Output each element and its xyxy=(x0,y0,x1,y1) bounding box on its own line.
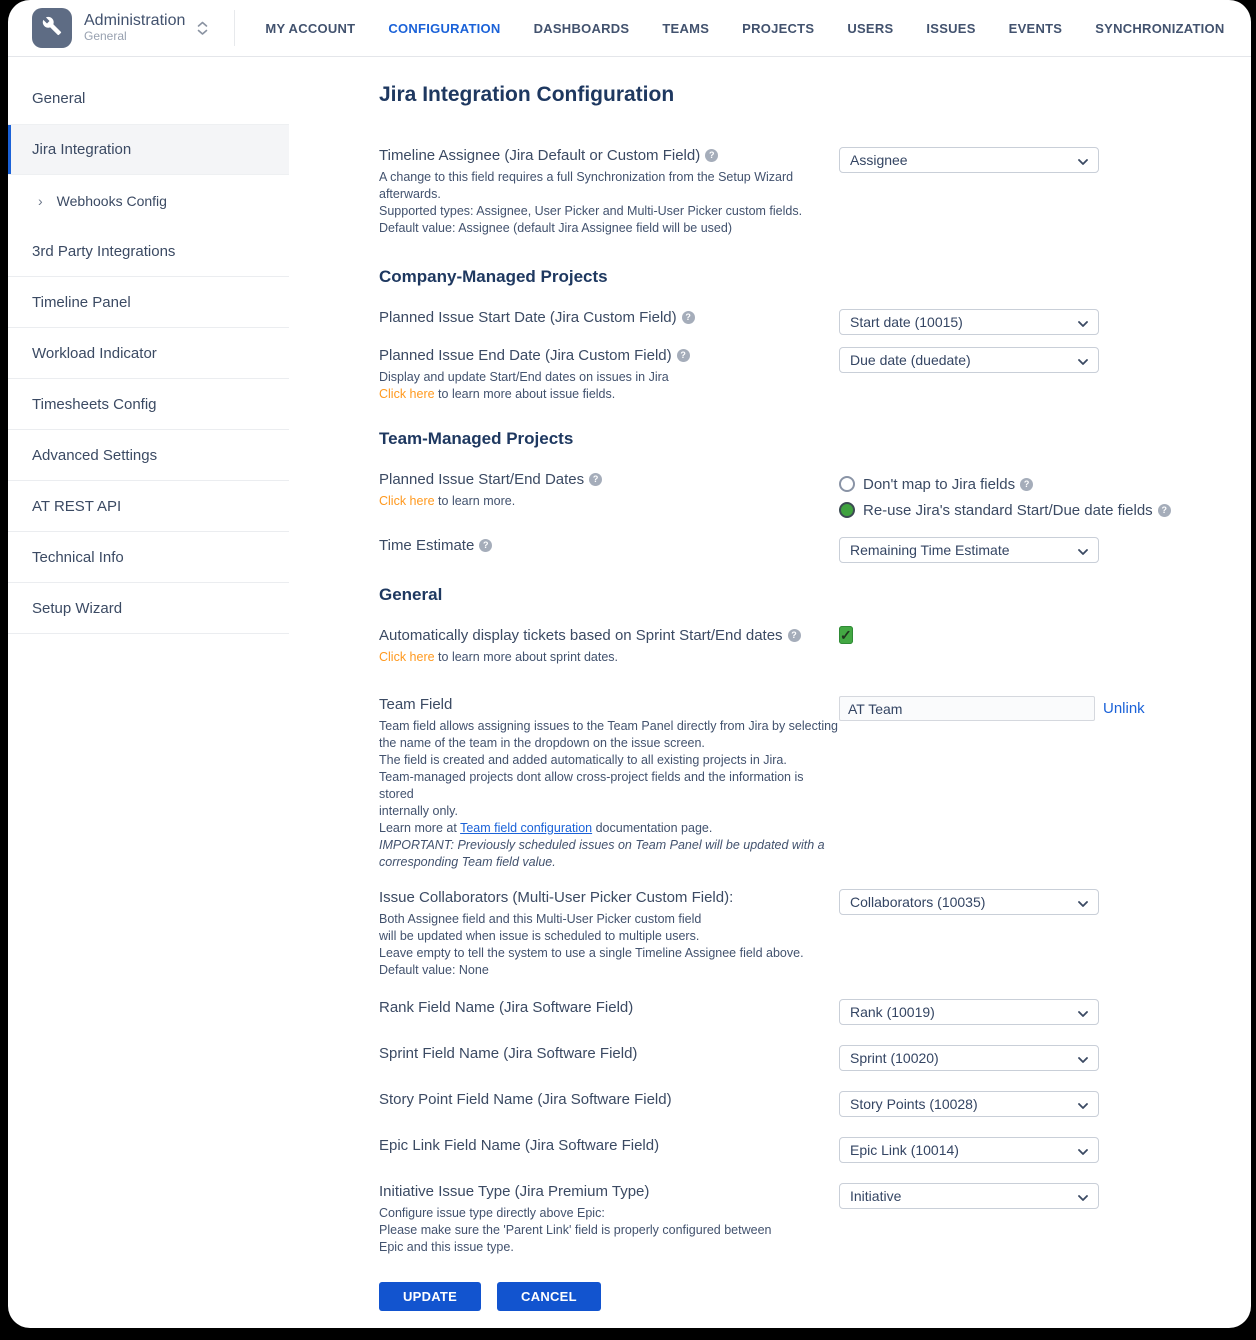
initiative-select[interactable]: Initiative xyxy=(839,1183,1099,1209)
field-team-field xyxy=(379,696,1169,871)
section-general: General xyxy=(379,585,443,604)
timeline-assignee-desc-3: Default value: Assignee (default Jira Assignee field will be used) xyxy=(379,221,732,235)
nav-issues[interactable]: ISSUES xyxy=(926,20,976,36)
planned-start-label: Planned Issue Start Date (Jira Custom Field) xyxy=(379,309,677,326)
time-estimate-select[interactable]: Remaining Time Estimate xyxy=(839,537,1099,563)
team-field-desc-3: The field is created and added automatically to all existing projects in Jira. xyxy=(379,753,787,767)
field-time-estimate xyxy=(379,537,1169,563)
main-menu xyxy=(265,21,1224,36)
team-field-desc-2: the name of the team in the dropdown on the issue screen. xyxy=(379,736,705,750)
epic-link-label: Epic Link Field Name (Jira Software Field) xyxy=(379,1137,660,1154)
field-timeline-assignee xyxy=(379,147,1169,237)
nav-users[interactable]: USERS xyxy=(847,20,894,36)
field-sprint xyxy=(379,1045,1169,1071)
wrench-icon xyxy=(42,16,62,41)
nav-synchronization[interactable]: SYNCHRONIZATION xyxy=(1095,20,1225,36)
field-planned-start xyxy=(379,309,1169,335)
radio-selected-icon[interactable] xyxy=(839,502,855,518)
team-field-learn-prefix: Learn more at xyxy=(379,821,461,835)
team-field-label: Team Field xyxy=(379,696,453,713)
story-point-select[interactable]: Story Points (10028) xyxy=(839,1091,1099,1117)
main-content xyxy=(289,57,1169,1311)
epic-link-select[interactable]: Epic Link (10014) xyxy=(839,1137,1099,1163)
chevron-down-icon xyxy=(1078,1096,1088,1112)
sidebar-item-advanced-settings[interactable]: Advanced Settings xyxy=(8,430,289,481)
nav-configuration[interactable]: CONFIGURATION xyxy=(388,20,501,36)
collaborators-label: Issue Collaborators (Multi-User Picker Custom Field): xyxy=(379,889,734,906)
sprint-label: Sprint Field Name (Jira Software Field) xyxy=(379,1045,638,1062)
help-icon[interactable]: ? xyxy=(1158,504,1171,517)
chevron-down-icon xyxy=(1078,352,1088,368)
timeline-assignee-label: Timeline Assignee (Jira Default or Custom Field) xyxy=(379,147,701,164)
team-field-input[interactable]: AT Team xyxy=(839,696,1095,721)
timeline-assignee-select[interactable]: Assignee xyxy=(839,147,1099,173)
sidebar-item-general[interactable]: General xyxy=(32,90,86,107)
sidebar-item-webhooks-config[interactable]: › Webhooks Config xyxy=(38,192,167,209)
sidebar-item-timeline-panel[interactable]: Timeline Panel xyxy=(8,277,289,328)
rank-select[interactable]: Rank (10019) xyxy=(839,999,1099,1025)
help-icon[interactable]: ? xyxy=(682,311,695,324)
field-sprint-auto-display xyxy=(379,627,1169,666)
planned-end-link-suffix: to learn more about issue fields. xyxy=(434,387,616,401)
initiative-label: Initiative Issue Type (Jira Premium Type) xyxy=(379,1183,650,1200)
app-title: Administration xyxy=(84,11,186,29)
team-field-desc-4: Team-managed projects dont allow cross-project fields and the information is stored xyxy=(379,770,804,801)
collaborators-desc-2: will be updated when issue is scheduled to multiple users. xyxy=(379,929,700,943)
initiative-desc-3: Epic and this issue type. xyxy=(379,1240,514,1254)
chevron-right-icon: › xyxy=(38,192,43,209)
radio-dont-map[interactable]: Don't map to Jira fields ? xyxy=(839,471,1179,497)
chevron-down-icon xyxy=(1078,152,1088,168)
help-icon[interactable]: ? xyxy=(589,473,602,486)
field-planned-dates-team-managed xyxy=(379,471,1169,523)
chevron-down-icon xyxy=(1078,894,1088,910)
team-field-configuration-link[interactable]: Team field configuration xyxy=(460,821,593,835)
rank-label: Rank Field Name (Jira Software Field) xyxy=(379,999,634,1016)
team-field-desc-5: internally only. xyxy=(379,804,458,818)
planned-end-label: Planned Issue End Date (Jira Custom Field) xyxy=(379,347,672,364)
story-point-label: Story Point Field Name (Jira Software Field) xyxy=(379,1091,672,1108)
team-field-important-1: IMPORTANT: Previously scheduled issues on Team Panel will be updated with a xyxy=(379,838,825,852)
help-icon[interactable]: ? xyxy=(705,149,718,162)
sprint-auto-link-suffix: to learn more about sprint dates. xyxy=(434,650,619,664)
planned-end-desc: Display and update Start/End dates on issues in Jira xyxy=(379,370,669,384)
time-estimate-label: Time Estimate xyxy=(379,537,475,554)
nav-projects[interactable]: PROJECTS xyxy=(742,20,815,36)
radio-reuse-jira-fields[interactable]: Re-use Jira's standard Start/Due date fields ? xyxy=(839,497,1179,523)
field-epic-link xyxy=(379,1137,1169,1163)
collaborators-desc-4: Default value: None xyxy=(379,963,489,977)
field-initiative xyxy=(379,1183,1169,1256)
sidebar-item-timesheets-config[interactable]: Timesheets Config xyxy=(8,379,289,430)
sprint-auto-label: Automatically display tickets based on Sprint Start/End dates xyxy=(379,627,783,644)
planned-start-select[interactable]: Start date (10015) xyxy=(839,309,1099,335)
app-window xyxy=(8,0,1251,1328)
help-icon[interactable]: ? xyxy=(479,539,492,552)
timeline-assignee-desc-1: A change to this field requires a full Synchronization from the Setup Wizard afterwards. xyxy=(379,170,794,201)
sidebar-item-setup-wizard[interactable]: Setup Wizard xyxy=(8,583,289,634)
field-issue-collaborators xyxy=(379,889,1169,979)
field-rank xyxy=(379,999,1169,1025)
nav-events[interactable]: EVENTS xyxy=(1008,20,1063,36)
timeline-assignee-desc-2: Supported types: Assignee, User Picker and Multi-User Picker custom fields. xyxy=(379,204,803,218)
collaborators-desc-3: Leave empty to tell the system to use a single Timeline Assignee field above. xyxy=(379,946,804,960)
app-switcher-chevrons[interactable] xyxy=(197,21,208,36)
radio-unselected-icon[interactable] xyxy=(839,476,855,492)
field-planned-end xyxy=(379,347,1169,403)
nav-my-account[interactable]: MY ACCOUNT xyxy=(265,20,356,36)
initiative-desc-1: Configure issue type directly above Epic: xyxy=(379,1206,605,1220)
form-actions xyxy=(379,1282,1169,1311)
chevron-down-icon xyxy=(1078,542,1088,558)
collaborators-select[interactable]: Collaborators (10035) xyxy=(839,889,1099,915)
sprint-select[interactable]: Sprint (10020) xyxy=(839,1045,1099,1071)
sidebar-item-technical-info[interactable]: Technical Info xyxy=(8,532,289,583)
administration-logo xyxy=(32,8,72,48)
chevron-down-icon xyxy=(1078,1142,1088,1158)
help-icon[interactable]: ? xyxy=(1020,478,1033,491)
help-icon[interactable]: ? xyxy=(788,629,801,642)
initiative-desc-2: Please make sure the 'Parent Link' field is properly configured between xyxy=(379,1223,772,1237)
chevron-down-icon xyxy=(1078,1050,1088,1066)
nav-divider xyxy=(234,10,235,46)
click-here-link[interactable]: Click here xyxy=(379,650,435,664)
sidebar-item-jira-integration[interactable]: Jira Integration xyxy=(8,124,289,175)
section-company-managed: Company-Managed Projects xyxy=(379,267,608,286)
section-team-managed: Team-Managed Projects xyxy=(379,429,574,448)
sidebar-item-workload-indicator[interactable]: Workload Indicator xyxy=(8,328,289,379)
planned-end-select[interactable]: Due date (duedate) xyxy=(839,347,1099,373)
team-field-desc-1: Team field allows assigning issues to the Team Panel directly from Jira by selecting xyxy=(379,719,839,733)
nav-dashboards[interactable]: DASHBOARDS xyxy=(533,20,630,36)
chevron-down-icon xyxy=(1078,1188,1088,1204)
settings-sidebar xyxy=(8,57,289,634)
update-button[interactable]: UPDATE xyxy=(379,1282,481,1311)
planned-dates-tm-link-suffix: to learn more. xyxy=(434,494,516,508)
field-story-point xyxy=(379,1091,1169,1117)
sidebar-item-at-rest-api[interactable]: AT REST API xyxy=(8,481,289,532)
click-here-link[interactable]: Click here xyxy=(379,494,435,508)
page-title: Jira Integration Configuration xyxy=(379,83,675,106)
collaborators-desc-1: Both Assignee field and this Multi-User Picker custom field xyxy=(379,912,702,926)
chevron-down-icon xyxy=(1078,314,1088,330)
team-field-learn-suffix: documentation page. xyxy=(592,821,713,835)
sidebar-item-3rd-party-integrations[interactable]: 3rd Party Integrations xyxy=(8,226,289,277)
sprint-auto-checkbox[interactable]: ✓ xyxy=(840,627,852,643)
team-field-important-2: corresponding Team field value. xyxy=(379,855,556,869)
nav-teams[interactable]: TEAMS xyxy=(662,20,710,36)
help-icon[interactable]: ? xyxy=(677,349,690,362)
app-subtitle: General xyxy=(84,29,127,44)
cancel-button[interactable]: CANCEL xyxy=(497,1282,601,1311)
unlink-link[interactable]: Unlink xyxy=(1103,700,1145,717)
planned-dates-tm-label: Planned Issue Start/End Dates xyxy=(379,471,585,488)
click-here-link[interactable]: Click here xyxy=(379,387,435,401)
top-navigation xyxy=(8,0,1251,57)
chevron-down-icon xyxy=(1078,1004,1088,1020)
